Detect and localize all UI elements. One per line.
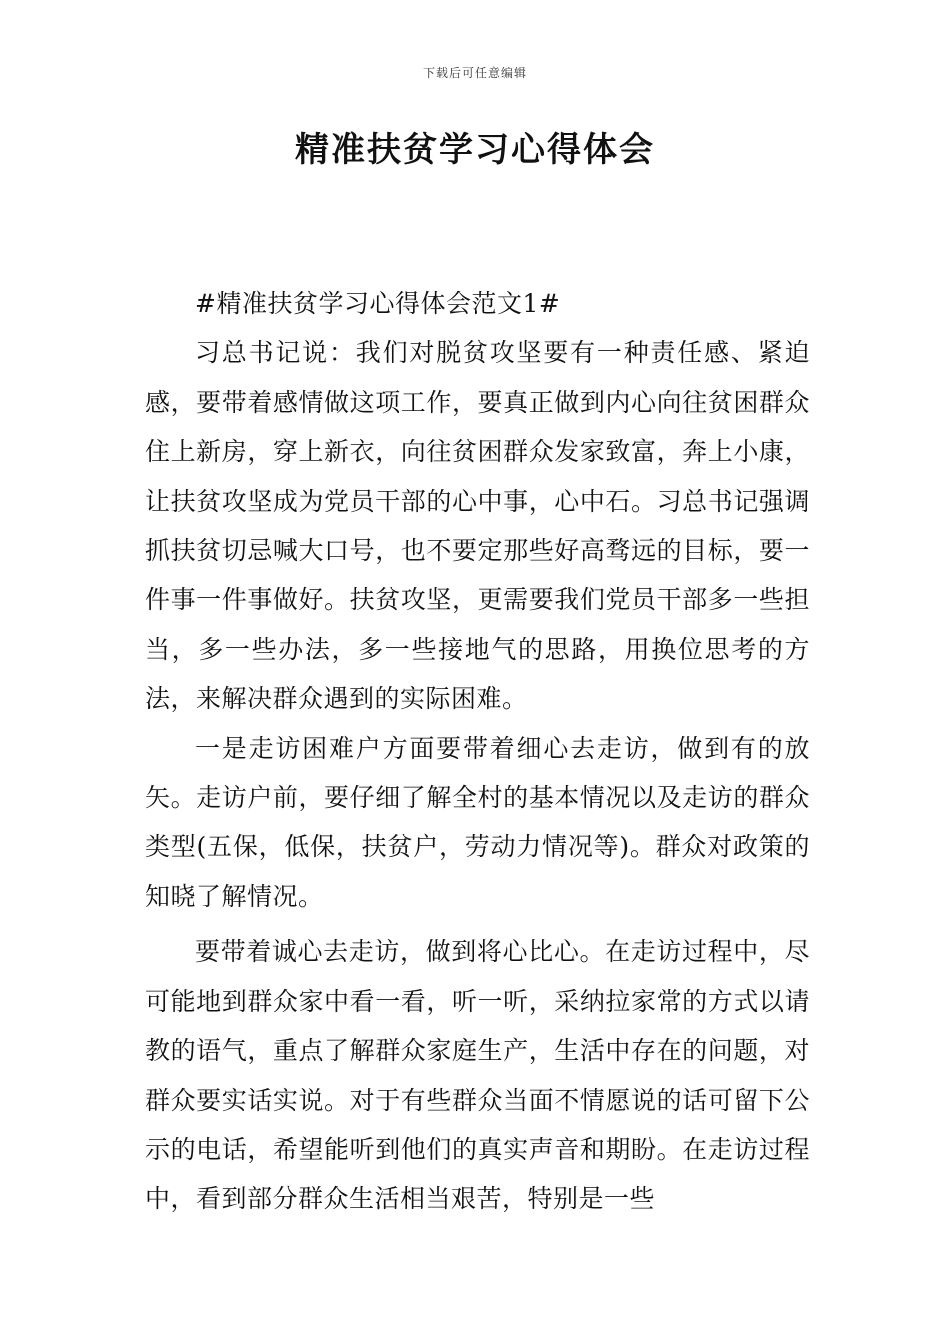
paragraph-1: 习总书记说：我们对脱贫攻坚要有一种责任感、紧迫感，要带着感情做这项工作，要真正做到内心向往贫困群众住上新房，穿上新衣，向往贫困群众发家致富，奔上小康，让扶贫攻坚成为党员干部的心中事，心中石。习总书记强调抓扶贫切忌喊大口号，也不要定那些好高骛远的目标，要一件事一件事做好。扶贫攻坚，更需要我们党员干部多一些担当，多一些办法，多一些接地气的思路，用换位思考的方法，来解决群众遇到的实际困难。 <box>145 338 810 714</box>
document-title: 精准扶贫学习心得体会 <box>295 130 655 170</box>
section-heading: #精准扶贫学习心得体会范文1# <box>195 289 561 318</box>
header-note: 下载后可任意编辑 <box>422 66 527 80</box>
document-body <box>145 279 810 1224</box>
paragraph-2: 一是走访困难户方面要带着细心去走访，做到有的放矢。走访户前，要仔细了解全村的基本情况以及走访的群众类型(五保，低保，扶贫户，劳动力情况等)。群众对政策的知晓了解情况。 <box>145 733 810 911</box>
paragraph-3: 要带着诚心去走访，做到将心比心。在走访过程中，尽可能地到群众家中看一看，听一听，采纳拉家常的方式以请教的语气，重点了解群众家庭生产，生活中存在的问题，对群众要实话实说。对于有些群众当面不情愿说的话可留下公示的电话，希望能听到他们的真实声音和期盼。在走访过程中，看到部分群众生活相当艰苦，特别是一些 <box>145 937 810 1214</box>
